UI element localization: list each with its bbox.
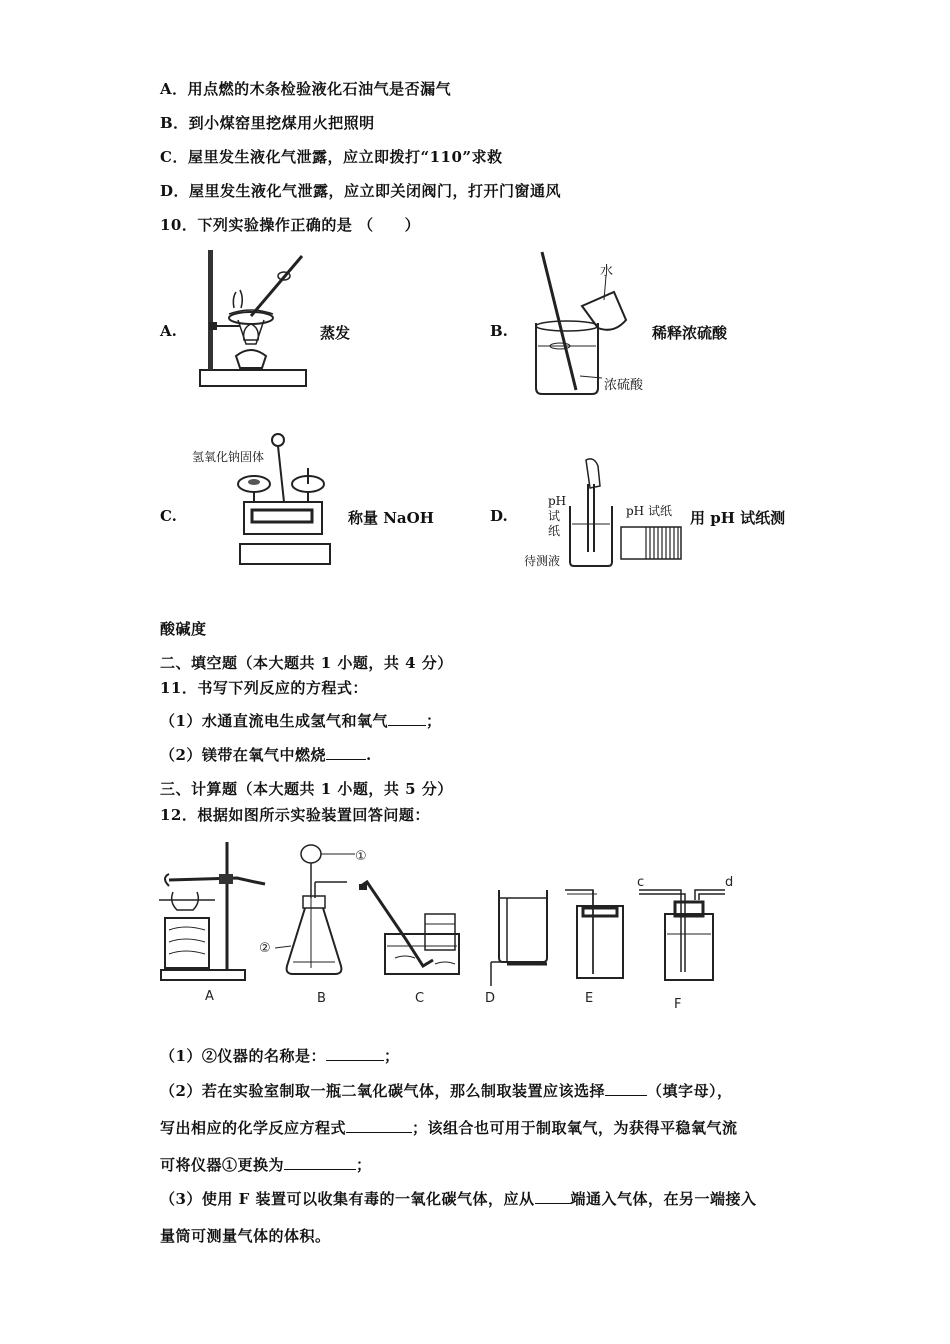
q9-option-d: D．屋里发生液化气泄露，应立即关闭阀门，打开门窗通风 [160, 182, 562, 200]
q12-part3b: 量筒可测量气体的体积。 [160, 1227, 331, 1245]
marker-1: ① [355, 849, 367, 864]
q11-part1-end: ； [425, 712, 442, 730]
q11-part2-blank[interactable] [326, 745, 366, 760]
apparatus-d [491, 890, 547, 986]
q12-stem: 12．根据如图所示实验装置回答问题： [160, 806, 430, 824]
q9-option-a: A．用点燃的木条检验液化石油气是否漏气 [160, 80, 452, 98]
q10-b-label: B. [490, 322, 508, 340]
apparatus-label-b: B [317, 991, 326, 1006]
q9-option-c: C．屋里发生液化气泄露，应立即拨打“110”求救 [160, 148, 503, 166]
q12-part2c-blank[interactable] [284, 1155, 356, 1170]
q10-d-caption: 用 pH 试纸测 [690, 509, 786, 527]
q12-part3a [160, 1188, 757, 1209]
ph-test-figure [564, 456, 624, 571]
q12-part2c-text: 可将仪器①更换为 [160, 1156, 285, 1174]
d-liquid-label: 待测液 [524, 554, 561, 568]
d-paper-vertical-1: pH [548, 494, 567, 508]
q12-part3a-text: （3）使用 F 装置可以收集有毒的一氧化碳气体，应从 [160, 1190, 535, 1208]
apparatus-label-a: A [205, 989, 214, 1004]
end-c: c [637, 875, 645, 890]
marker-2: ② [259, 941, 271, 956]
q12-part1-text: （1）②仪器的名称是： [160, 1047, 326, 1065]
d-paper-vertical-3: 纸 [548, 524, 561, 538]
q12-part1-blank[interactable] [326, 1046, 384, 1061]
section3-title: 三、计算题（本大题共 1 小题，共 5 分） [160, 780, 453, 798]
q10-a-caption: 蒸发 [320, 324, 351, 342]
q12-part2b-end: ；该组合也可用于制取氧气，为获得平稳氧气流 [412, 1119, 738, 1137]
evaporation-figure [196, 248, 311, 393]
q12-part2a-end: （填字母）， [646, 1082, 733, 1100]
q9-option-b: B．到小煤窑里挖煤用火把照明 [160, 114, 375, 132]
q12-part2a [160, 1080, 732, 1101]
q12-part2c-end: ； [356, 1156, 372, 1174]
apparatus-e [565, 890, 623, 978]
q11-part1 [160, 710, 441, 731]
d-paper-vertical-2: 试 [548, 509, 561, 523]
q11-part1-text: （1）水通直流电生成氢气和氧气 [160, 712, 388, 730]
q10-b-caption: 稀释浓硫酸 [652, 324, 728, 342]
q11-part2 [160, 744, 372, 765]
apparatus-label-c: C [415, 991, 425, 1006]
q10-d-label: D. [490, 507, 508, 525]
apparatus-label-d: D [485, 991, 496, 1006]
apparatus-label-f: F [674, 997, 682, 1012]
q12-part1-end: ； [383, 1047, 400, 1065]
q10-c-caption: 称量 NaOH [348, 509, 434, 527]
balance-figure [236, 432, 336, 572]
q10-stem: 10．下列实验操作正确的是 （ ） [160, 216, 421, 234]
apparatus-a [159, 842, 265, 980]
q12-part2b-blank[interactable] [346, 1118, 412, 1133]
apparatus-label-e: E [585, 991, 594, 1006]
q12-part2c [160, 1154, 372, 1175]
q11-part2-end: . [365, 746, 372, 764]
q10-c-label: C. [160, 507, 177, 525]
b-water-label: 水 [600, 264, 614, 279]
q10-d-caption-tail: 酸碱度 [160, 620, 207, 638]
b-acid-label: 浓硫酸 [604, 378, 644, 393]
apparatus-figure [155, 838, 755, 1018]
apparatus-b [287, 845, 355, 974]
q12-part2b-text: 写出相应的化学反应方程式 [160, 1119, 347, 1137]
q11-part2-text: （2）镁带在氧气中燃烧 [160, 746, 326, 764]
q10-a-label: A. [160, 322, 177, 340]
apparatus-f [639, 890, 725, 980]
q12-part3a-blank[interactable] [535, 1189, 571, 1204]
q12-part2a-blank[interactable] [605, 1081, 647, 1096]
section2-title: 二、填空题（本大题共 1 小题，共 4 分） [160, 654, 453, 672]
q12-part3a-end: 端通入气体，在另一端接入 [570, 1190, 757, 1208]
q12-part2b [160, 1117, 738, 1138]
end-d: d [725, 875, 734, 890]
apparatus-c [359, 882, 459, 974]
q12-part1 [160, 1045, 399, 1066]
q12-part2a-text: （2）若在实验室制取一瓶二氧化碳气体，那么制取装置应该选择 [160, 1082, 605, 1100]
q11-stem: 11．书写下列反应的方程式： [160, 679, 368, 697]
q11-part1-blank[interactable] [388, 711, 426, 726]
d-paper-label: pH 试纸 [626, 504, 672, 518]
c-solid-label: 氢氧化钠固体 [192, 450, 265, 464]
ph-strip-figure [620, 526, 682, 560]
